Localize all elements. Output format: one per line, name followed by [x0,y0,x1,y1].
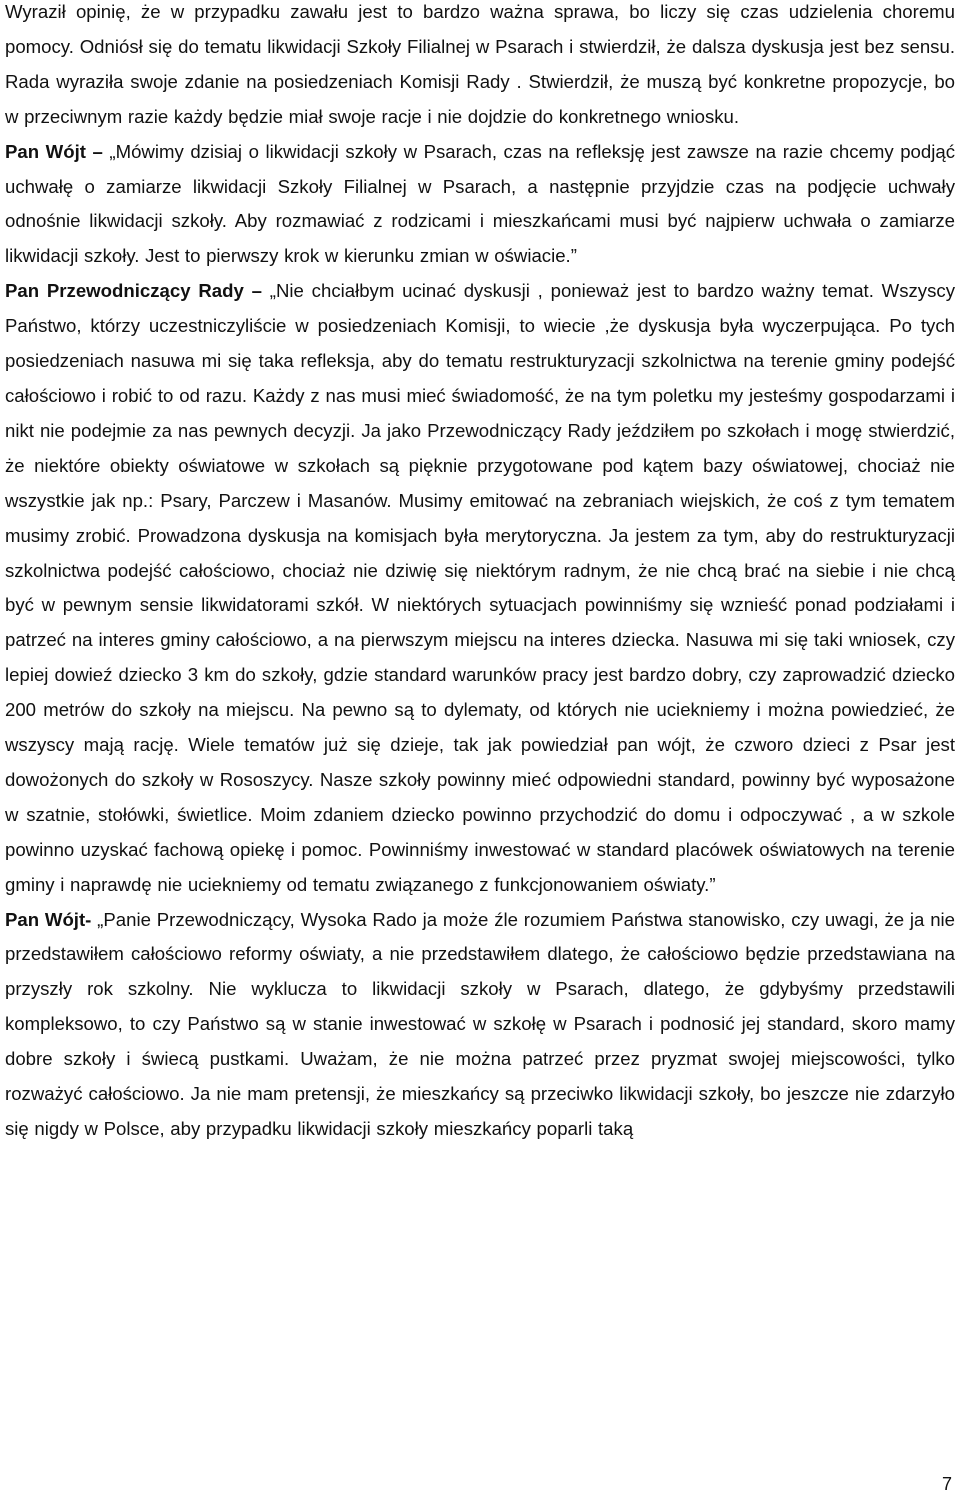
paragraph-text: „Panie Przewodniczący, Wysoka Rado ja może źle rozumiem Państwa stanowisko, czy uwagi, że ja nie przedstawiłem całościowo reformy oświaty, a nie przedstawiłem dlatego, że całościowo będzie przedstawiana na przyszły rok szkolny. Nie wyklucza to likwidacji szkoły w Psarach, dlatego, że gdybyśmy przedstawili kompleksowo, to czy Państwo są w stanie inwestować w szkołę w Psarach i podnosić jej standard, skoro mamy dobre szkoły i świecą pustkami. Uważam, że nie można patrzeć przez pryzmat swojej miejscowości, tylko rozważyć całościowo. Ja nie mam pretensji, że mieszkańcy są przeciwko likwidacji szkoły, bo jeszcze nie zdarzyło się nigdy w Polsce, aby przypadku likwidacji szkoły mieszkańcy poparli taką [5,908,956,1139]
paragraph-2 [5,135,955,275]
speaker-label: Pan Wójt- [5,908,98,930]
paragraph-text: „Mówimy dzisiaj o likwidacji szkoły w Psarach, czas na refleksję jest zawsze na razie chcemy podjąć uchwałę o zamiarze likwidacji Szkoły Filialnej w Psarach, a następnie przyjdzie czas na podjęcie uchwały odnośnie likwidacji szkoły. Aby rozmawiać z rodzicami i mieszkańcami musi być najpierw uchwała o zamiarze likwidacji szkoły. Jest to pierwszy krok w kierunku zmian w oświacie.” [5,140,955,267]
paragraph-1 [5,0,955,135]
paragraph-4 [5,903,955,1147]
paragraph-3 [5,274,955,902]
speaker-label: Pan Wójt – [5,140,110,162]
page-number: 7 [941,1474,952,1494]
paragraph-text: Wyraził opinię, że w przypadku zawału jest to bardzo ważna sprawa, bo liczy się czas udzielenia choremu pomocy. Odniósł się do tematu likwidacji Szkoły Filialnej w Psarach i stwierdził, że dalsza dyskusja jest bez sensu. Rada wyraziła swoje zdanie na posiedzeniach Komisji Rady . Stwierdził, że muszą być konkretne propozycje, bo w przeciwnym razie każdy będzie miał swoje racje i nie dojdzie do konkretnego wniosku. [5,1,955,127]
paragraph-text: „Nie chciałbym ucinać dyskusji , ponieważ jest to bardzo ważny temat. Wszyscy Państwo, którzy uczestniczyliście w posiedzeniach Komisji, to wiecie ,że dyskusja była wyczerpująca. Po tych posiedzeniach nasuwa mi się taka refleksja, aby do tematu restrukturyzacji szkolnictwa na terenie gminy podejść całościowo i robić to od razu. Każdy z nas musi mieć świadomość, że na tym poletku my jesteśmy gospodarzami i nikt nie podejmie za nas pewnych decyzji. Ja jako Przewodniczący Rady jeździłem po szkołach i mogę stwierdzić, że niektóre obiekty oświatowe w szkołach są pięknie przygotowane pod kątem bazy oświatowej, chociaż nie wszystkie jak np.: Psary, Parczew i Masanów. Musimy emitować na zebraniach wiejskich, że coś z tym tematem musimy zrobić. Prowadzona dyskusja na komisjach była merytoryczna. Ja jestem za tym, aby do restrukturyzacji szkolnictwa podejść całościowo, chociaż nie dziwię się niektórym radnym, że nie chcą brać na siebie i nie chcą być w pewnym sensie likwidatorami szkół. W niektórych sytuacjach powinniśmy się wznieść ponad podziałami i patrzeć na interes gminy całościowo, a na pierwszym miejscu na interes dziecka. Nasuwa mi się taki wniosek, czy lepiej dowieź dziecko 3 km do szkoły, gdzie standard warunków pracy jest bardzo dobry, czy zaprowadzić dziecko 200 metrów do szkoły na miejscu. Na pewno są to dylematy, od których nie uciekniemy i można powiedzieć, że wszyscy mają rację. Wiele tematów już się dzieje, tak jak powiedział pan wójt, że czworo dzieci z Psar jest dowożonych do szkoły w Rososzycy. Nasze szkoły powinny mieć odpowiedni standard, powinny być wyposażone w szatnie, stołówki, świetlice. Moim zdaniem dziecko powinno przychodzić do domu i odpoczywać , a w szkole powinno uzyskać fachową opiekę i pomoc. Powinniśmy inwestować w standard placówek oświatowych na terenie gminy i naprawdę nie uciekniemy od tematu związanego z funkcjonowaniem oświaty.” [5,280,955,895]
speaker-label: Pan Przewodniczący Rady – [5,280,270,302]
